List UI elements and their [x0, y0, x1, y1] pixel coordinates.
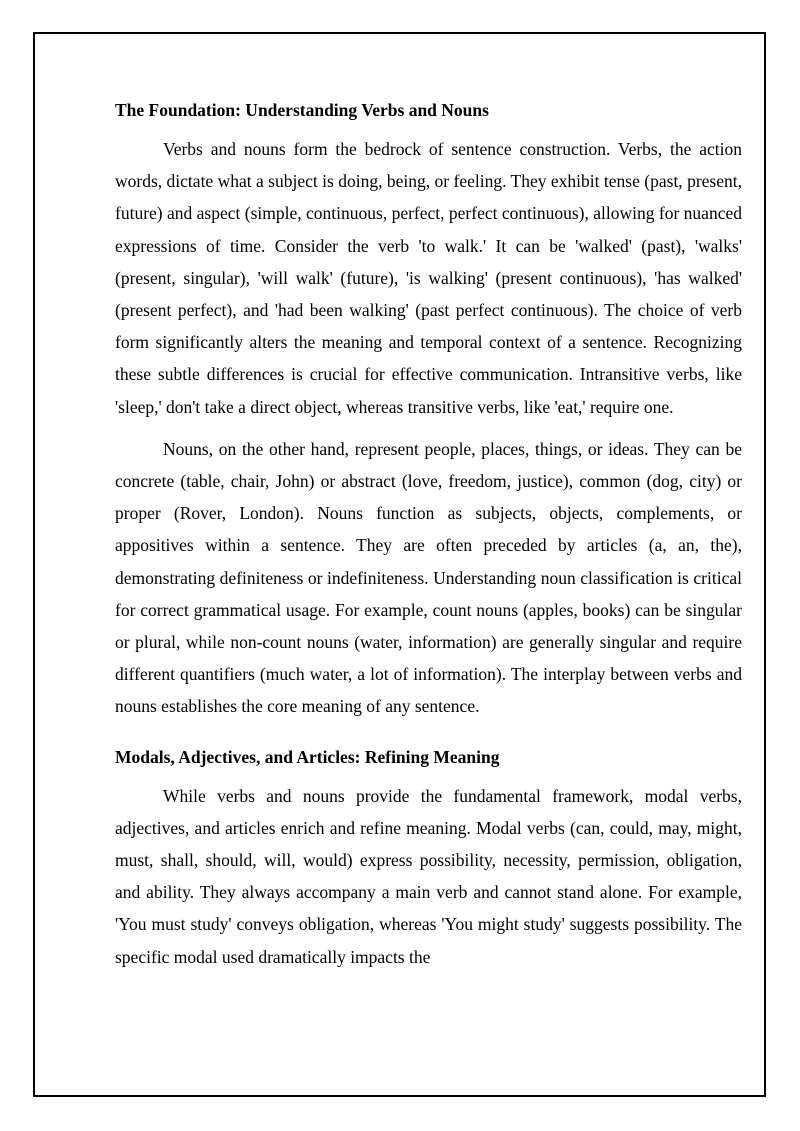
paragraph-nouns: Nouns, on the other hand, represent people, places, things, or ideas. They can be concrete (table, chair, John) or abstract (love, freedom, justice), common (dog, city) or proper (Rover, London). Nouns function as subjects, objects, complements, or appositives within a sentence. They are often preceded by articles (a, an, the), demonstrating definiteness or indefiniteness. Understanding noun classification is critical for correct grammatical usage. For example, count nouns (apples, books) can be singular or plural, while non-count nouns (water, information) are generally singular and require different quantifiers (much water, a lot of information). The interplay between verbs and nouns establishes the core meaning of any sentence. [115, 438, 742, 717]
paragraph-modals: While verbs and nouns provide the fundamental framework, modal verbs, adjectives, and articles enrich and refine meaning. Modal verbs (can, could, may, might, must, shall, should, will, would) express possibility, necessity, permission, obligation, and ability. They always accompany a main verb and cannot stand alone. For example, 'You must study' conveys obligation, whereas 'You might study' suggests possibility. The specific modal used dramatically impacts the [115, 785, 742, 967]
document-body [115, 98, 742, 973]
section-heading-verbs-nouns: The Foundation: Understanding Verbs and Nouns [115, 100, 489, 120]
paragraph-verbs: Verbs and nouns form the bedrock of sentence construction. Verbs, the action words, dictate what a subject is doing, being, or feeling. They exhibit tense (past, present, future) and aspect (simple, continuous, perfect, perfect continuous), allowing for nuanced expressions of time. Consider the verb 'to walk.' It can be 'walked' (past), 'walks' (present, singular), 'will walk' (future), 'is walking' (present continuous), 'has walked' (present perfect), and 'had been walking' (past perfect continuous). The choice of verb form significantly alters the meaning and temporal context of a sentence. Recognizing these subtle differences is crucial for effective communication. Intransitive verbs, like 'sleep,' don't take a direct object, whereas transitive verbs, like 'eat,' require one. [115, 139, 742, 417]
section-heading-modals-adjectives-articles: Modals, Adjectives, and Articles: Refining Meaning [115, 746, 500, 767]
